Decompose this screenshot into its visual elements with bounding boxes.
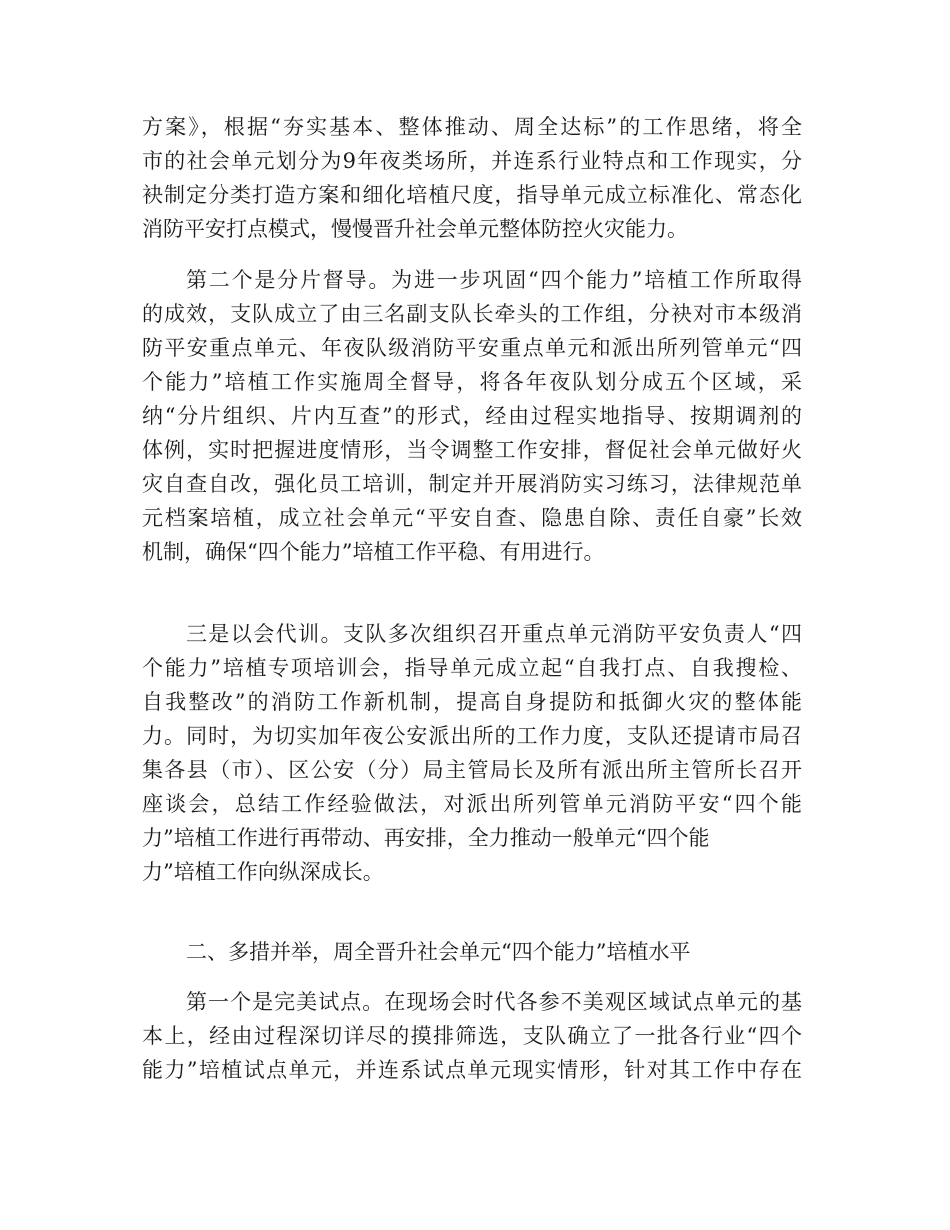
section-heading [142, 935, 802, 969]
paragraph-4 [142, 985, 802, 1087]
text-line: 消防平安打点模式，慢慢晋升社会单元整体防控火灾能力。 [142, 217, 688, 241]
text-line: 纳“分片组织、片内互查”的形式，经由过程实地指导、按期调剂的 [142, 404, 802, 428]
text-line: 力”培植工作进行再带动、再安排，全力推动一般单元“四个能 [142, 826, 710, 850]
text-line: 元档案培植，成立社会单元“平安自查、隐患自除、责任自豪”长效 [142, 506, 802, 530]
text-line: 机制，确保“四个能力”培植工作平稳、有用进行。 [142, 540, 605, 564]
text-line: 第一个是完美试点。在现场会时代各参不美观区域试点单元的基 [186, 990, 802, 1014]
text-line: 防平安重点单元、年夜队级消防平安重点单元和派出所列管单元“四 [142, 336, 802, 360]
text-line: 灾自查自改，强化员工培训，制定并开展消防实习练习，法律规范单 [142, 472, 802, 496]
text-line: 力。同时，为切实加年夜公安派出所的工作力度，支队还提请市局召 [142, 724, 802, 748]
text-line: 体例，实时把握进度情形，当令调整工作安排，督促社会单元做好火 [142, 438, 802, 462]
text-line: 个能力”培植专项培训会，指导单元成立起“自我打点、自我搜检、 [142, 656, 802, 680]
text-line: 能力”培植试点单元，并连系试点单元现实情形，针对其工作中存在 [142, 1058, 802, 1082]
text-line: 市的社会单元划分为9年夜类场所，并连系行业特点和工作现实，分 [142, 149, 802, 173]
text-line: 集各县（市）、区公安（分）局主管局长及所有派出所主管所长召开 [142, 758, 802, 782]
text-line: 个能力”培植工作实施周全督导，将各年夜队划分成五个区域，采 [142, 370, 802, 394]
text-line: 自我整改”的消防工作新机制，提高自身提防和抵御火灾的整体能 [142, 690, 802, 714]
text-line: 的成效，支队成立了由三名副支队长牵头的工作组，分袂对市本级消 [142, 302, 802, 326]
text-line: 第二个是分片督导。为进一步巩固“四个能力”培植工作所取得 [186, 268, 802, 292]
text-line: 力”培植工作向纵深成长。 [142, 860, 384, 884]
text-line: 三是以会代训。支队多次组织召开重点单元消防平安负责人“四 [186, 622, 802, 646]
paragraph-3 [142, 617, 802, 889]
paragraph-1 [142, 110, 802, 246]
heading-line: 二、多措并举，周全晋升社会单元“四个能力”培植水平 [186, 940, 691, 964]
text-line: 袂制定分类打造方案和细化培植尺度，指导单元成立标准化、常态化 [142, 183, 802, 207]
paragraph-2 [142, 263, 802, 569]
text-line: 方案》，根据“夯实基本、整体推动、周全达标”的工作思绪，将全 [142, 115, 802, 139]
text-line: 座谈会，总结工作经验做法，对派出所列管单元消防平安“四个能 [142, 792, 802, 816]
text-line: 本上，经由过程深切详尽的摸排筛选，支队确立了一批各行业“四个 [142, 1024, 802, 1048]
